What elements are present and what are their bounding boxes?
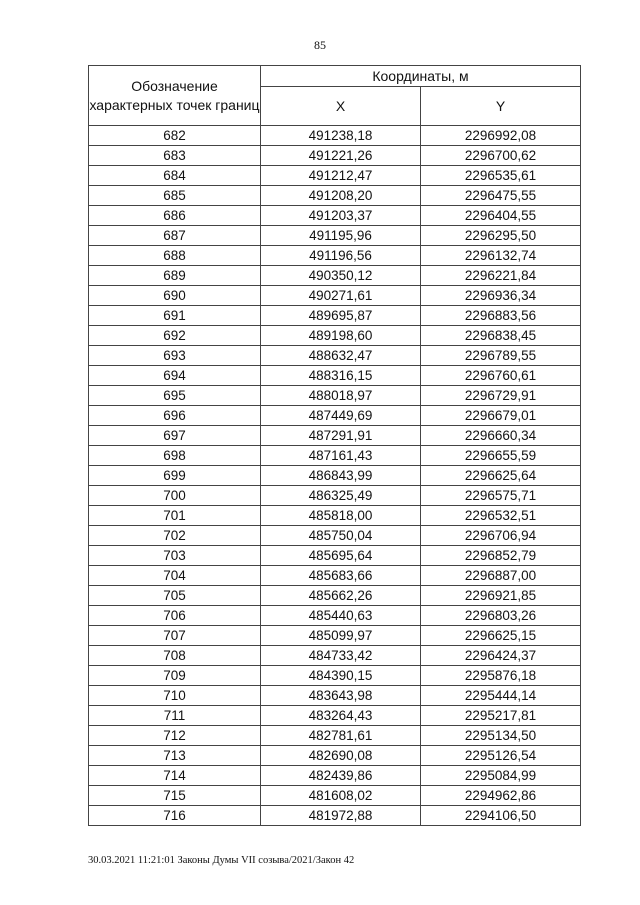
x-cell: 483643,98 <box>261 686 421 706</box>
point-cell: 698 <box>89 446 261 466</box>
point-cell: 708 <box>89 646 261 666</box>
point-cell: 700 <box>89 486 261 506</box>
point-cell: 688 <box>89 246 261 266</box>
x-cell: 486843,99 <box>261 466 421 486</box>
x-cell: 485750,04 <box>261 526 421 546</box>
x-cell: 485440,63 <box>261 606 421 626</box>
table-row <box>89 626 581 646</box>
x-cell: 487161,43 <box>261 446 421 466</box>
table-row <box>89 446 581 466</box>
table-row <box>89 766 581 786</box>
table-row <box>89 406 581 426</box>
table-row <box>89 646 581 666</box>
table-row <box>89 466 581 486</box>
point-cell: 697 <box>89 426 261 446</box>
point-cell: 703 <box>89 546 261 566</box>
x-cell: 482439,86 <box>261 766 421 786</box>
table-row <box>89 346 581 366</box>
table-row <box>89 246 581 266</box>
x-cell: 487449,69 <box>261 406 421 426</box>
table-row <box>89 746 581 766</box>
y-cell: 2295444,14 <box>421 686 581 706</box>
y-cell: 2296921,85 <box>421 586 581 606</box>
header-row-top <box>89 66 581 87</box>
y-cell: 2296295,50 <box>421 226 581 246</box>
table-row <box>89 606 581 626</box>
x-cell: 484390,15 <box>261 666 421 686</box>
x-cell: 485818,00 <box>261 506 421 526</box>
table-row <box>89 126 581 146</box>
x-cell: 490271,61 <box>261 286 421 306</box>
table-row <box>89 586 581 606</box>
y-cell: 2296887,00 <box>421 566 581 586</box>
point-cell: 685 <box>89 186 261 206</box>
point-cell: 690 <box>89 286 261 306</box>
y-cell: 2294106,50 <box>421 806 581 826</box>
point-cell: 702 <box>89 526 261 546</box>
point-cell: 687 <box>89 226 261 246</box>
table-row <box>89 206 581 226</box>
x-cell: 491208,20 <box>261 186 421 206</box>
y-cell: 2296803,26 <box>421 606 581 626</box>
y-cell: 2296404,55 <box>421 206 581 226</box>
x-cell: 487291,91 <box>261 426 421 446</box>
x-cell: 484733,42 <box>261 646 421 666</box>
table-row <box>89 366 581 386</box>
y-cell: 2295134,50 <box>421 726 581 746</box>
y-cell: 2296532,51 <box>421 506 581 526</box>
point-cell: 689 <box>89 266 261 286</box>
y-cell: 2296132,74 <box>421 246 581 266</box>
x-cell: 489198,60 <box>261 326 421 346</box>
point-cell: 701 <box>89 506 261 526</box>
x-cell: 491238,18 <box>261 126 421 146</box>
page-number: 85 <box>314 38 326 52</box>
x-cell: 488316,15 <box>261 366 421 386</box>
point-cell: 715 <box>89 786 261 806</box>
table-row <box>89 706 581 726</box>
y-cell: 2296625,64 <box>421 466 581 486</box>
x-cell: 488018,97 <box>261 386 421 406</box>
table-row <box>89 326 581 346</box>
table-row <box>89 186 581 206</box>
point-cell: 691 <box>89 306 261 326</box>
x-cell: 491195,96 <box>261 226 421 246</box>
point-cell: 706 <box>89 606 261 626</box>
table-row <box>89 686 581 706</box>
x-cell: 482690,08 <box>261 746 421 766</box>
table-row <box>89 786 581 806</box>
x-cell: 483264,43 <box>261 706 421 726</box>
x-cell: 481972,88 <box>261 806 421 826</box>
y-cell: 2296760,61 <box>421 366 581 386</box>
point-cell: 712 <box>89 726 261 746</box>
x-cell: 485662,26 <box>261 586 421 606</box>
table-row <box>89 426 581 446</box>
point-cell: 692 <box>89 326 261 346</box>
y-cell: 2296992,08 <box>421 126 581 146</box>
x-cell: 491196,56 <box>261 246 421 266</box>
point-cell: 696 <box>89 406 261 426</box>
point-cell: 713 <box>89 746 261 766</box>
point-cell: 683 <box>89 146 261 166</box>
table-row <box>89 486 581 506</box>
point-cell: 699 <box>89 466 261 486</box>
y-cell: 2296679,01 <box>421 406 581 426</box>
point-cell: 705 <box>89 586 261 606</box>
x-cell: 486325,49 <box>261 486 421 506</box>
x-cell: 489695,87 <box>261 306 421 326</box>
x-cell: 481608,02 <box>261 786 421 806</box>
y-cell: 2296660,34 <box>421 426 581 446</box>
table-row <box>89 526 581 546</box>
x-cell: 488632,47 <box>261 346 421 366</box>
x-cell: 491203,37 <box>261 206 421 226</box>
y-cell: 2296852,79 <box>421 546 581 566</box>
x-cell: 482781,61 <box>261 726 421 746</box>
y-cell: 2296424,37 <box>421 646 581 666</box>
y-cell: 2296575,71 <box>421 486 581 506</box>
point-cell: 714 <box>89 766 261 786</box>
table-row <box>89 666 581 686</box>
y-cell: 2295876,18 <box>421 666 581 686</box>
point-cell: 682 <box>89 126 261 146</box>
footer-stamp: 30.03.2021 11:21:01 Законы Думы VII созыва/2021/Закон 42 <box>88 855 355 866</box>
point-cell: 686 <box>89 206 261 226</box>
table-body <box>89 126 581 826</box>
x-cell: 491221,26 <box>261 146 421 166</box>
x-cell: 491212,47 <box>261 166 421 186</box>
x-header: X <box>261 87 421 126</box>
point-cell: 695 <box>89 386 261 406</box>
table-row <box>89 546 581 566</box>
table-row <box>89 266 581 286</box>
table-row <box>89 146 581 166</box>
table-row <box>89 166 581 186</box>
y-cell: 2296729,91 <box>421 386 581 406</box>
y-cell: 2296221,84 <box>421 266 581 286</box>
point-cell: 707 <box>89 626 261 646</box>
table-row <box>89 726 581 746</box>
x-cell: 485683,66 <box>261 566 421 586</box>
y-cell: 2296789,55 <box>421 346 581 366</box>
point-cell: 709 <box>89 666 261 686</box>
point-cell: 711 <box>89 706 261 726</box>
y-cell: 2295084,99 <box>421 766 581 786</box>
point-cell: 693 <box>89 346 261 366</box>
y-cell: 2296700,62 <box>421 146 581 166</box>
x-cell: 485695,64 <box>261 546 421 566</box>
point-cell: 704 <box>89 566 261 586</box>
x-cell: 490350,12 <box>261 266 421 286</box>
point-cell: 694 <box>89 366 261 386</box>
table-row <box>89 806 581 826</box>
y-cell: 2295217,81 <box>421 706 581 726</box>
point-cell: 684 <box>89 166 261 186</box>
y-cell: 2296655,59 <box>421 446 581 466</box>
y-cell: 2296475,55 <box>421 186 581 206</box>
y-cell: 2296706,94 <box>421 526 581 546</box>
table-row <box>89 506 581 526</box>
table-header <box>89 66 581 126</box>
y-cell: 2296936,34 <box>421 286 581 306</box>
y-cell: 2295126,54 <box>421 746 581 766</box>
point-label-header: Обозначение характерных точек границ <box>89 66 261 126</box>
table-row <box>89 566 581 586</box>
y-cell: 2296883,56 <box>421 306 581 326</box>
y-cell: 2294962,86 <box>421 786 581 806</box>
x-cell: 485099,97 <box>261 626 421 646</box>
coordinates-table <box>88 65 581 826</box>
table-row <box>89 306 581 326</box>
y-cell: 2296535,61 <box>421 166 581 186</box>
table-row <box>89 286 581 306</box>
table-row <box>89 226 581 246</box>
y-cell: 2296838,45 <box>421 326 581 346</box>
table-row <box>89 386 581 406</box>
y-cell: 2296625,15 <box>421 626 581 646</box>
y-header: Y <box>421 87 581 126</box>
point-cell: 710 <box>89 686 261 706</box>
point-cell: 716 <box>89 806 261 826</box>
coordinates-header: Координаты, м <box>261 66 581 87</box>
